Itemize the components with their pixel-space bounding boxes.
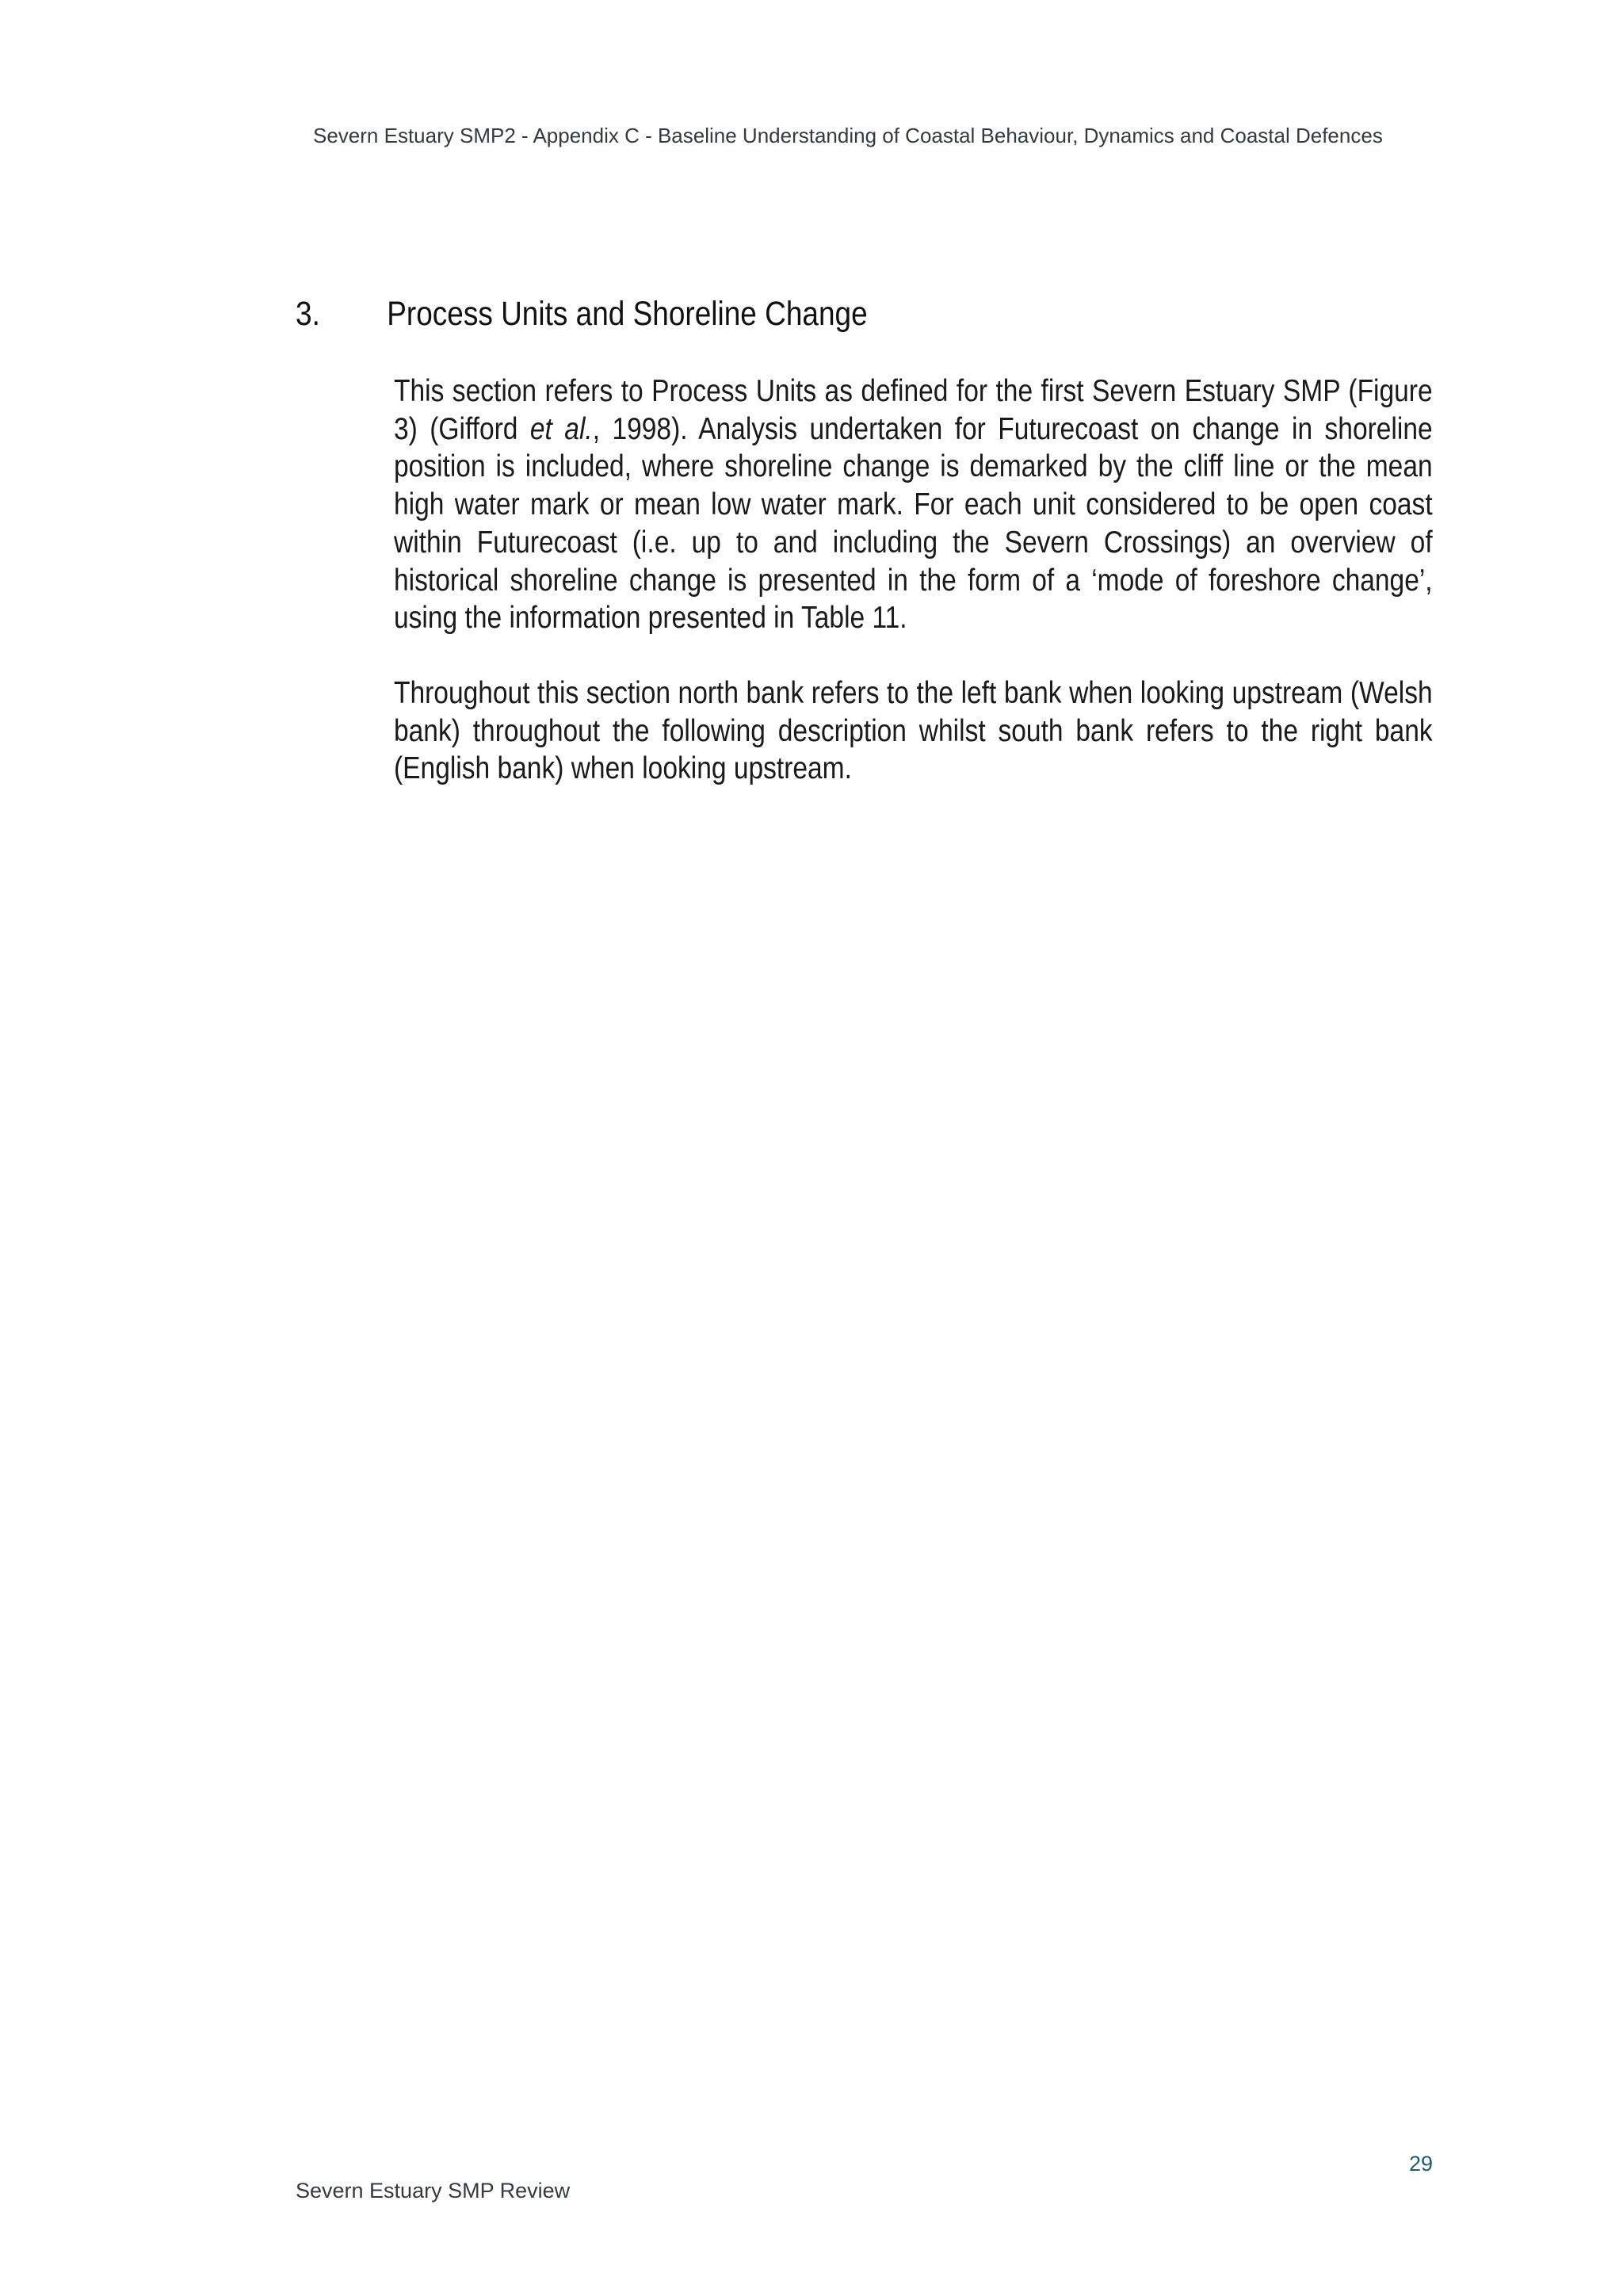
paragraph-text: This section refers to Process Units as defined for the first Severn Estuary SMP (Figure 3) (Gifford: [394, 374, 1433, 446]
running-header: Severn Estuary SMP2 - Appendix C - Baseline Understanding of Coastal Behaviour, Dynamics and Coastal Defences: [313, 124, 1383, 147]
paragraph-text: , 1998). Analysis undertaken for Futurecoast on change in shoreline position is included, where shoreline change is demarked by the cliff line or the mean high water mark or mean low water mark. For each unit considered to be open coast within Futurecoast (i.e. up to and including the Severn Crossings) an overview of historical shoreline change is presented in the form of a ‘mode of foreshore change’, using the information presented in Table 11.: [394, 411, 1433, 636]
running-footer: Severn Estuary SMP Review: [296, 2179, 571, 2202]
body-text: [394, 372, 1433, 788]
paragraph-bank-definition: Throughout this section north bank refers to the left bank when looking upstream (Welsh bank) throughout the following description whilst south bank refers to the right bank (English bank) when looking upstream.: [394, 675, 1433, 786]
section-heading: [296, 295, 1263, 334]
section-title: Process Units and Shoreline Change: [387, 295, 868, 333]
citation-italic: et al.: [529, 411, 593, 446]
section-number: 3.: [296, 295, 320, 333]
page-number: 29: [1408, 2152, 1433, 2176]
paragraph-process-units: [394, 372, 1433, 637]
